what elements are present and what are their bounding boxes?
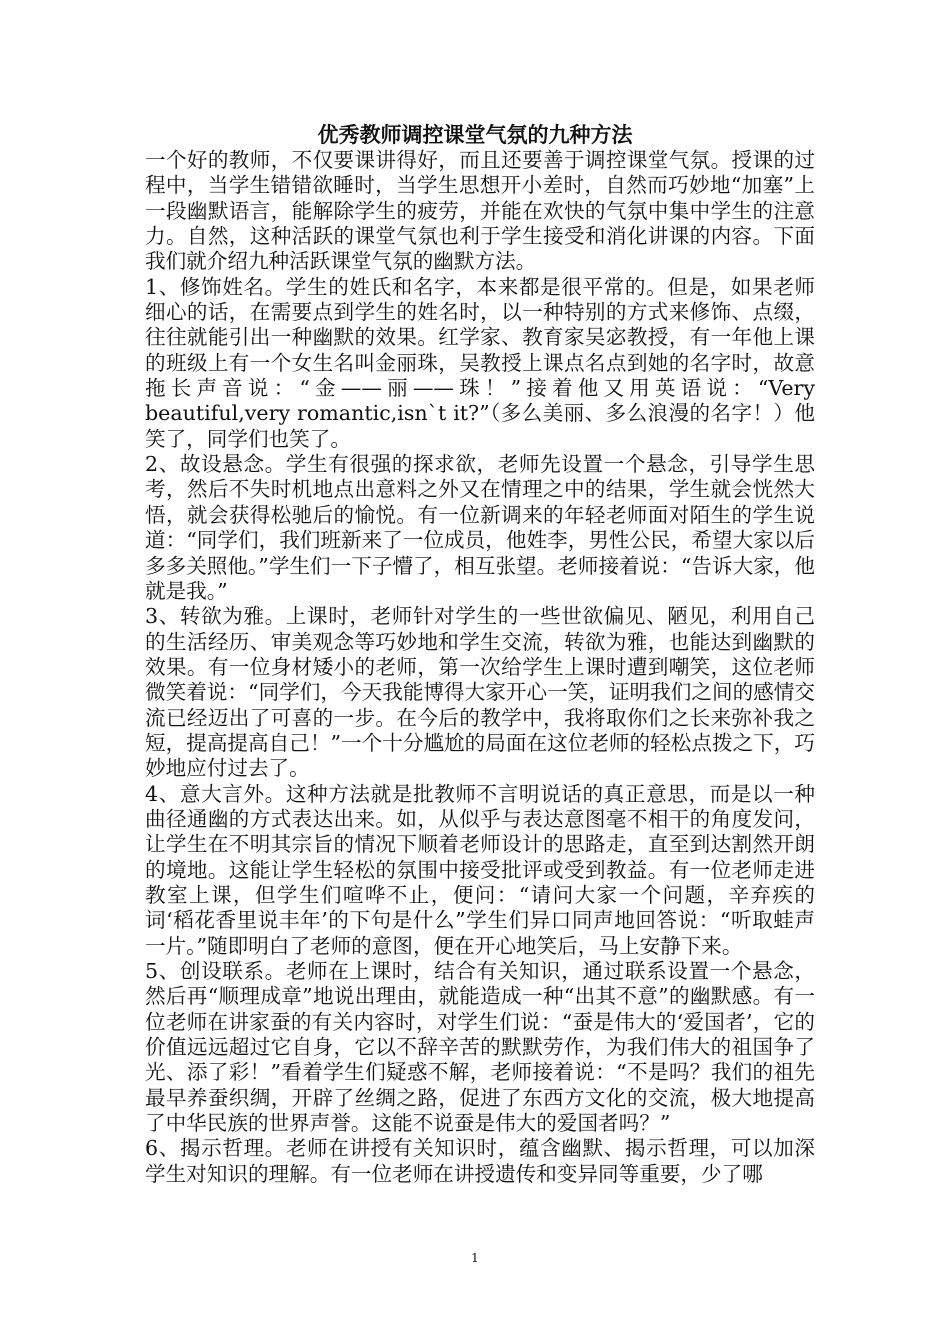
document-body (145, 148, 815, 1187)
paragraph-method-2: 2、故设悬念。学生有很强的探求欲，老师先设置一个悬念，引导学生思考，然后不失时机地点出意料之外又在情理之中的结果，学生就会恍然大悟，就会获得松驰后的愉悦。有一位新调来的年轻老师面对陌生的学生说道：“同学们，我们班新来了一位成员，他姓李，男性公民，希望大家以后多多关照他。”学生们一下子懵了，相互张望。老师接着说：“告诉大家，他就是我。” (145, 452, 815, 603)
document-title: 优秀教师调控课堂气氛的九种方法 (317, 122, 633, 147)
paragraph-method-4: 4、意大言外。这种方法就是批教师不言明说话的真正意思，而是以一种曲径通幽的方式表达出来。如，从似乎与表达意图毫不相干的角度发问，让学生在不明其宗旨的情况下顺着老师设计的思路走，直至到达割然开朗的境地。这能让学生轻松的氛围中接受批评或受到教益。有一位老师走进教室上课，但学生们喧哗不止，便问：“请问大家一个问题，辛弃疾的词‘稻花香里说丰年’的下句是什么”学生们异口同声地回答说：“听取蛙声一片。”随即明白了老师的意图，便在开心地笑后，马上安静下来。 (145, 781, 815, 958)
paragraph-method-6: 6、揭示哲理。老师在讲授有关知识时，蕴含幽默、揭示哲理，可以加深学生对知识的理解。有一位老师在讲授遗传和变异同等重要，少了哪 (145, 1136, 815, 1186)
paragraph-method-5: 5、创设联系。老师在上课时，结合有关知识，通过联系设置一个悬念，然后再“顺理成章”地说出理由，就能造成一种“出其不意”的幽默感。有一位老师在讲家蚕的有关内容时，对学生们说：“蚕是伟大的‘爱国者’，它的价值远远超过它自身，它以不辞辛苦的默默劳作，为我们伟大的祖国争了光、添了彩！”看着学生们疑惑不解，老师接着说：“不是吗？我们的祖先最早养蚕织绸，开辟了丝绸之路，促进了东西方文化的交流，极大地提高了中华民族的世界声誉。这能不说蚕是伟大的爱国者吗？” (145, 959, 815, 1136)
page-number: 1 (471, 1251, 479, 1265)
intro-paragraph: 一个好的教师，不仅要课讲得好，而且还要善于调控课堂气氛。授课的过程中，当学生错错欲睡时，当学生思想开小差时，自然而巧妙地“加塞”上一段幽默语言，能解除学生的疲劳，并能在欢快的气氛中集中学生的注意力。自然，这种活跃的课堂气氛也利于学生接受和消化讲课的内容。下面我们就介绍九种活跃课堂气氛的幽默方法。 (145, 148, 815, 274)
paragraph-method-1: 1、修饰姓名。学生的姓氏和名字，本来都是很平常的。但是，如果老师细心的话，在需要点到学生的姓名时，以一种特别的方式来修饰、点缀，往往就能引出一种幽默的效果。红学家、教育家吴宓教授，有一年他上课的班级上有一个女生名叫金丽珠，吴教授上课点名点到她的名字时，故意拖长声音说：“金——丽——珠！”接着他又用英语说：“Very beautiful,very romantic,isn`t it?”（多么美丽、多么浪漫的名字！）他笑了，同学们也笑了。 (145, 274, 815, 451)
paragraph-method-3: 3、转欲为雅。上课时，老师针对学生的一些世欲偏见、陋见，利用自己的生活经历、审美观念等巧妙地和学生交流，转欲为雅，也能达到幽默的效果。有一位身材矮小的老师，第一次给学生上课时遭到嘲笑，这位老师微笑着说：“同学们，今天我能博得大家开心一笑，证明我们之间的感情交流已经迈出了可喜的一步。在今后的教学中，我将取你们之长来弥补我之短，提高提高自己！”一个十分尴尬的局面在这位老师的轻松点拨之下，巧妙地应付过去了。 (145, 604, 815, 781)
